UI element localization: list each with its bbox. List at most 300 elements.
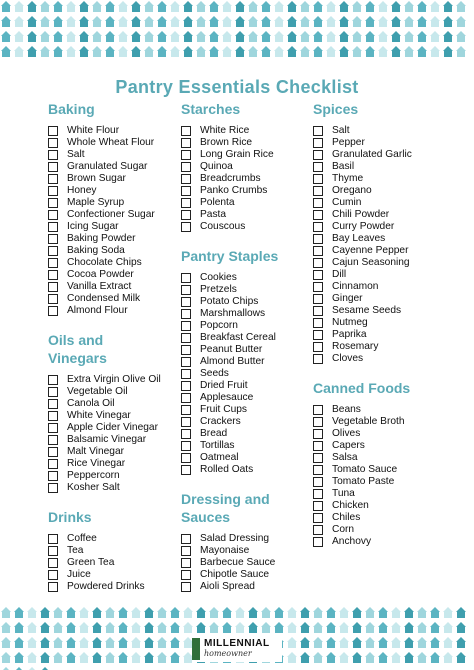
house-icon bbox=[338, 45, 350, 60]
house-icon bbox=[390, 651, 402, 666]
checklist-section bbox=[48, 331, 173, 494]
checkbox[interactable] bbox=[313, 441, 323, 451]
house-icon bbox=[273, 45, 285, 60]
checkbox[interactable] bbox=[181, 558, 191, 568]
checklist-item-label: Rosemary bbox=[332, 341, 379, 352]
checklist-item bbox=[313, 341, 443, 353]
section-title: Baking bbox=[48, 101, 95, 117]
house-icon bbox=[39, 636, 51, 651]
checkbox[interactable] bbox=[181, 198, 191, 208]
checklist-item bbox=[313, 281, 443, 293]
checklist-item bbox=[181, 149, 306, 161]
checklist-item bbox=[48, 245, 173, 257]
checklist-item bbox=[313, 440, 443, 452]
house-icon bbox=[143, 651, 155, 666]
checkbox[interactable] bbox=[48, 150, 58, 160]
checkbox[interactable] bbox=[181, 333, 191, 343]
checklist-item bbox=[313, 476, 443, 488]
checkbox[interactable] bbox=[313, 246, 323, 256]
house-icon bbox=[299, 0, 311, 15]
checklist-item bbox=[48, 422, 173, 434]
house-icon bbox=[403, 30, 415, 45]
checklist-item bbox=[48, 209, 173, 221]
checkbox[interactable] bbox=[181, 186, 191, 196]
checklist-item-label: Icing Sugar bbox=[67, 221, 119, 232]
house-icon bbox=[39, 651, 51, 666]
checklist-item bbox=[48, 173, 173, 185]
checkbox[interactable] bbox=[313, 270, 323, 280]
checkbox[interactable] bbox=[181, 309, 191, 319]
house-icon bbox=[78, 30, 90, 45]
checkbox[interactable] bbox=[313, 525, 323, 535]
checkbox[interactable] bbox=[48, 282, 58, 292]
checkbox[interactable] bbox=[48, 471, 58, 481]
house-icon bbox=[221, 30, 233, 45]
checkbox[interactable] bbox=[313, 429, 323, 439]
checklist-item bbox=[181, 308, 306, 320]
house-icon bbox=[377, 45, 389, 60]
checklist-item-label: Pretzels bbox=[200, 284, 237, 295]
checklist-item bbox=[181, 464, 306, 476]
house-icon bbox=[442, 30, 454, 45]
checkbox[interactable] bbox=[313, 453, 323, 463]
checkbox[interactable] bbox=[181, 465, 191, 475]
house-icon bbox=[442, 15, 454, 30]
house-icon bbox=[169, 636, 181, 651]
checklist-item bbox=[181, 173, 306, 185]
checklist-item bbox=[48, 137, 173, 149]
house-icon bbox=[195, 15, 207, 30]
checklist-section bbox=[181, 490, 306, 593]
checkbox[interactable] bbox=[313, 477, 323, 487]
checkbox[interactable] bbox=[48, 483, 58, 493]
checklist-item-label: Long Grain Rice bbox=[200, 149, 274, 160]
checkbox[interactable] bbox=[48, 234, 58, 244]
checkbox[interactable] bbox=[313, 222, 323, 232]
checkbox[interactable] bbox=[313, 174, 323, 184]
house-icon bbox=[104, 621, 116, 636]
house-icon bbox=[0, 15, 12, 30]
checkbox[interactable] bbox=[48, 411, 58, 421]
house-icon bbox=[13, 606, 25, 621]
checklist bbox=[313, 125, 443, 365]
house-icon bbox=[429, 30, 441, 45]
house-icon bbox=[429, 651, 441, 666]
checklist bbox=[48, 125, 173, 317]
house-icon bbox=[91, 621, 103, 636]
checklist-item bbox=[313, 512, 443, 524]
checklist-item-label: Tea bbox=[67, 545, 84, 556]
checkbox[interactable] bbox=[313, 198, 323, 208]
house-icon bbox=[143, 621, 155, 636]
checkbox[interactable] bbox=[181, 405, 191, 415]
checkbox[interactable] bbox=[181, 138, 191, 148]
checkbox[interactable] bbox=[48, 399, 58, 409]
checklist-item bbox=[48, 293, 173, 305]
checklist-item bbox=[313, 452, 443, 464]
checkbox[interactable] bbox=[181, 441, 191, 451]
checklist-item-label: Paprika bbox=[332, 329, 367, 340]
house-icon bbox=[455, 621, 467, 636]
checklist-item bbox=[181, 284, 306, 296]
checklist-item bbox=[181, 368, 306, 380]
checklist-item-label: Granulated Sugar bbox=[67, 161, 148, 172]
house-icon bbox=[78, 45, 90, 60]
section-title: Starches bbox=[181, 101, 241, 117]
checklist-item-label: Chiles bbox=[332, 512, 361, 523]
checklist-item bbox=[48, 581, 173, 593]
checkbox[interactable] bbox=[181, 222, 191, 232]
checkbox[interactable] bbox=[313, 210, 323, 220]
logo-bottom-text: homeowner bbox=[204, 649, 252, 658]
checkbox[interactable] bbox=[48, 570, 58, 580]
house-icon bbox=[364, 606, 376, 621]
checklist-item bbox=[48, 398, 173, 410]
checkbox[interactable] bbox=[181, 381, 191, 391]
checklist-item bbox=[313, 428, 443, 440]
checklist-item-label: Salad Dressing bbox=[200, 533, 270, 544]
house-icon bbox=[65, 651, 77, 666]
checkbox[interactable] bbox=[48, 459, 58, 469]
house-icon bbox=[364, 636, 376, 651]
checklist-item bbox=[48, 410, 173, 422]
house-icon bbox=[273, 15, 285, 30]
house-icon bbox=[39, 15, 51, 30]
checkbox[interactable] bbox=[48, 174, 58, 184]
checklist-item-label: Bread bbox=[200, 428, 228, 439]
checkbox[interactable] bbox=[48, 258, 58, 268]
checkbox[interactable] bbox=[313, 234, 323, 244]
checkbox[interactable] bbox=[181, 417, 191, 427]
checkbox[interactable] bbox=[313, 537, 323, 547]
house-icon bbox=[455, 0, 467, 15]
checkbox[interactable] bbox=[181, 321, 191, 331]
house-icon bbox=[130, 636, 142, 651]
checkbox[interactable] bbox=[181, 297, 191, 307]
house-icon bbox=[208, 45, 220, 60]
checklist-section bbox=[48, 100, 173, 317]
checkbox[interactable] bbox=[181, 150, 191, 160]
checklist-item-label: Pasta bbox=[200, 209, 227, 220]
house-icon bbox=[299, 651, 311, 666]
checkbox[interactable] bbox=[48, 186, 58, 196]
checklist-item-label: Ginger bbox=[332, 293, 363, 304]
checkbox[interactable] bbox=[181, 174, 191, 184]
checkbox[interactable] bbox=[181, 285, 191, 295]
checklist-item-label: Salsa bbox=[332, 452, 358, 463]
checklist-item-label: Almond Butter bbox=[200, 356, 265, 367]
house-icon bbox=[26, 621, 38, 636]
house-icon bbox=[364, 651, 376, 666]
logo-top-text: MILLENNIAL bbox=[204, 638, 270, 649]
checkbox[interactable] bbox=[313, 330, 323, 340]
checkbox[interactable] bbox=[313, 186, 323, 196]
checklist-item bbox=[48, 149, 173, 161]
checkbox[interactable] bbox=[181, 546, 191, 556]
checklist bbox=[181, 272, 306, 476]
checklist-item-label: Breadcrumbs bbox=[200, 173, 261, 184]
house-icon bbox=[156, 636, 168, 651]
checklist-item-label: Salt bbox=[332, 125, 350, 136]
checklist-item-label: Popcorn bbox=[200, 320, 238, 331]
house-icon bbox=[39, 0, 51, 15]
checkbox[interactable] bbox=[313, 150, 323, 160]
house-icon bbox=[455, 606, 467, 621]
checkbox[interactable] bbox=[48, 126, 58, 136]
checkbox[interactable] bbox=[181, 369, 191, 379]
checkbox[interactable] bbox=[313, 162, 323, 172]
checkbox[interactable] bbox=[313, 258, 323, 268]
house-icon bbox=[377, 621, 389, 636]
house-icon bbox=[0, 666, 12, 670]
checkbox[interactable] bbox=[181, 582, 191, 592]
house-icon bbox=[442, 0, 454, 15]
house-icon bbox=[416, 621, 428, 636]
house-icon bbox=[351, 45, 363, 60]
checklist-item-label: Honey bbox=[67, 185, 97, 196]
checkbox[interactable] bbox=[181, 429, 191, 439]
checklist-item-label: Cayenne Pepper bbox=[332, 245, 409, 256]
house-icon bbox=[91, 636, 103, 651]
house-icon bbox=[416, 636, 428, 651]
house-icon bbox=[416, 15, 428, 30]
house-icon bbox=[13, 651, 25, 666]
house-icon bbox=[156, 621, 168, 636]
house-icon bbox=[52, 636, 64, 651]
house-icon bbox=[234, 621, 246, 636]
checklist-item-label: Brown Rice bbox=[200, 137, 253, 148]
checklist-item bbox=[181, 125, 306, 137]
checklist-item bbox=[48, 533, 173, 545]
checkbox[interactable] bbox=[313, 342, 323, 352]
checklist-item-label: Canola Oil bbox=[67, 398, 115, 409]
house-icon bbox=[0, 651, 12, 666]
house-icon bbox=[364, 621, 376, 636]
house-icon bbox=[26, 15, 38, 30]
house-icon bbox=[221, 0, 233, 15]
checkbox[interactable] bbox=[48, 138, 58, 148]
checkbox[interactable] bbox=[48, 198, 58, 208]
house-icon bbox=[52, 606, 64, 621]
checklist-item bbox=[181, 404, 306, 416]
house-icon bbox=[299, 15, 311, 30]
checklist-item bbox=[313, 197, 443, 209]
house-icon bbox=[130, 30, 142, 45]
checkbox[interactable] bbox=[48, 534, 58, 544]
checkbox[interactable] bbox=[48, 222, 58, 232]
checkbox[interactable] bbox=[181, 345, 191, 355]
checklist-item-label: Mayonaise bbox=[200, 545, 250, 556]
checklist-section bbox=[181, 247, 306, 476]
checkbox[interactable] bbox=[313, 306, 323, 316]
checklist-item-label: Powdered Drinks bbox=[67, 581, 145, 592]
house-icon bbox=[403, 0, 415, 15]
house-icon bbox=[390, 0, 402, 15]
house-icon bbox=[208, 15, 220, 30]
house-icon bbox=[273, 621, 285, 636]
checklist-item bbox=[313, 464, 443, 476]
house-icon bbox=[91, 45, 103, 60]
house-icon bbox=[455, 45, 467, 60]
house-icon bbox=[117, 15, 129, 30]
checklist-item-label: Cinnamon bbox=[332, 281, 379, 292]
house-icon bbox=[156, 651, 168, 666]
checkbox[interactable] bbox=[181, 357, 191, 367]
house-icon bbox=[156, 45, 168, 60]
checklist-item bbox=[48, 185, 173, 197]
house-icon bbox=[169, 45, 181, 60]
house-icon bbox=[247, 621, 259, 636]
checkbox[interactable] bbox=[181, 210, 191, 220]
checklist-item-label: Tortillas bbox=[200, 440, 235, 451]
house-icon bbox=[351, 15, 363, 30]
checklist-section bbox=[313, 100, 443, 365]
checkbox[interactable] bbox=[181, 162, 191, 172]
checkbox[interactable] bbox=[48, 546, 58, 556]
house-icon bbox=[52, 45, 64, 60]
checklist-item bbox=[181, 197, 306, 209]
checklist-item-label: Couscous bbox=[200, 221, 246, 232]
checkbox[interactable] bbox=[48, 558, 58, 568]
house-icon bbox=[182, 0, 194, 15]
house-icon bbox=[351, 606, 363, 621]
checklist-item bbox=[313, 488, 443, 500]
checkbox[interactable] bbox=[48, 306, 58, 316]
house-icon bbox=[286, 606, 298, 621]
checkbox[interactable] bbox=[181, 393, 191, 403]
house-icon bbox=[312, 651, 324, 666]
checkbox[interactable] bbox=[48, 162, 58, 172]
house-icon bbox=[143, 0, 155, 15]
checklist-item bbox=[313, 257, 443, 269]
checkbox[interactable] bbox=[48, 447, 58, 457]
checklist bbox=[48, 533, 173, 593]
house-icon bbox=[299, 606, 311, 621]
house-icon bbox=[364, 0, 376, 15]
checklist-item bbox=[181, 392, 306, 404]
checklist-item bbox=[48, 281, 173, 293]
house-icon bbox=[91, 651, 103, 666]
checklist-item bbox=[313, 536, 443, 548]
house-icon bbox=[312, 606, 324, 621]
house-icon bbox=[13, 636, 25, 651]
checkbox[interactable] bbox=[48, 210, 58, 220]
checkbox[interactable] bbox=[313, 318, 323, 328]
house-icon bbox=[195, 30, 207, 45]
checkbox[interactable] bbox=[48, 294, 58, 304]
house-icon bbox=[442, 45, 454, 60]
checkbox[interactable] bbox=[181, 453, 191, 463]
house-icon bbox=[182, 30, 194, 45]
house-icon bbox=[117, 606, 129, 621]
house-icon bbox=[260, 15, 272, 30]
house-icon bbox=[78, 621, 90, 636]
checkbox[interactable] bbox=[48, 375, 58, 385]
checklist-item bbox=[313, 500, 443, 512]
house-icon bbox=[247, 45, 259, 60]
house-icon bbox=[104, 651, 116, 666]
checkbox[interactable] bbox=[313, 465, 323, 475]
checkbox[interactable] bbox=[313, 417, 323, 427]
checkbox[interactable] bbox=[181, 570, 191, 580]
checklist-item bbox=[181, 428, 306, 440]
house-icon bbox=[52, 651, 64, 666]
house-icon bbox=[286, 15, 298, 30]
checklist-item-label: Panko Crumbs bbox=[200, 185, 268, 196]
checkbox[interactable] bbox=[313, 501, 323, 511]
house-icon bbox=[156, 15, 168, 30]
house-icon bbox=[104, 45, 116, 60]
house-icon bbox=[286, 621, 298, 636]
checklist-item-label: Sesame Seeds bbox=[332, 305, 402, 316]
checklist-item-label: Breakfast Cereal bbox=[200, 332, 276, 343]
house-icon bbox=[429, 606, 441, 621]
checklist-item-label: Extra Virgin Olive Oil bbox=[67, 374, 161, 385]
house-icon bbox=[286, 0, 298, 15]
checklist-item-label: Beans bbox=[332, 404, 361, 415]
checklist-item bbox=[181, 545, 306, 557]
checklist-item bbox=[48, 434, 173, 446]
checklist-item bbox=[313, 269, 443, 281]
checklist-item bbox=[181, 296, 306, 308]
house-icon bbox=[247, 30, 259, 45]
house-icon bbox=[195, 0, 207, 15]
checkbox[interactable] bbox=[313, 138, 323, 148]
checklist-item-label: Apple Cider Vinegar bbox=[67, 422, 158, 433]
house-icon bbox=[260, 0, 272, 15]
checkbox[interactable] bbox=[181, 273, 191, 283]
house-icon bbox=[26, 30, 38, 45]
checkbox[interactable] bbox=[181, 126, 191, 136]
checkbox[interactable] bbox=[313, 126, 323, 136]
checkbox[interactable] bbox=[48, 246, 58, 256]
checklist bbox=[48, 374, 173, 494]
checkbox[interactable] bbox=[313, 354, 323, 364]
checklist-item bbox=[181, 581, 306, 593]
house-icon bbox=[208, 621, 220, 636]
checklist-item-label: Applesauce bbox=[200, 392, 254, 403]
house-icon bbox=[403, 636, 415, 651]
house-icon bbox=[156, 606, 168, 621]
house-icon bbox=[208, 30, 220, 45]
house-icon bbox=[13, 666, 25, 670]
checklist-item-label: Peppercorn bbox=[67, 470, 120, 481]
house-icon bbox=[247, 0, 259, 15]
checkbox[interactable] bbox=[48, 582, 58, 592]
checkbox[interactable] bbox=[48, 270, 58, 280]
checkbox[interactable] bbox=[181, 534, 191, 544]
checklist-item-label: Vanilla Extract bbox=[67, 281, 132, 292]
house-icon bbox=[260, 45, 272, 60]
checkbox[interactable] bbox=[313, 405, 323, 415]
checklist-item-label: Curry Powder bbox=[332, 221, 395, 232]
checkbox[interactable] bbox=[48, 387, 58, 397]
checklist-item bbox=[181, 557, 306, 569]
checkbox[interactable] bbox=[48, 423, 58, 433]
checkbox[interactable] bbox=[313, 294, 323, 304]
checkbox[interactable] bbox=[313, 489, 323, 499]
checkbox[interactable] bbox=[48, 435, 58, 445]
house-icon bbox=[195, 621, 207, 636]
checklist-item-label: Capers bbox=[332, 440, 365, 451]
checkbox[interactable] bbox=[313, 513, 323, 523]
checklist-item-label: Chocolate Chips bbox=[67, 257, 142, 268]
house-icon bbox=[403, 621, 415, 636]
checklist-item-label: Oregano bbox=[332, 185, 372, 196]
checkbox[interactable] bbox=[313, 282, 323, 292]
house-icon bbox=[247, 15, 259, 30]
house-icon bbox=[91, 15, 103, 30]
